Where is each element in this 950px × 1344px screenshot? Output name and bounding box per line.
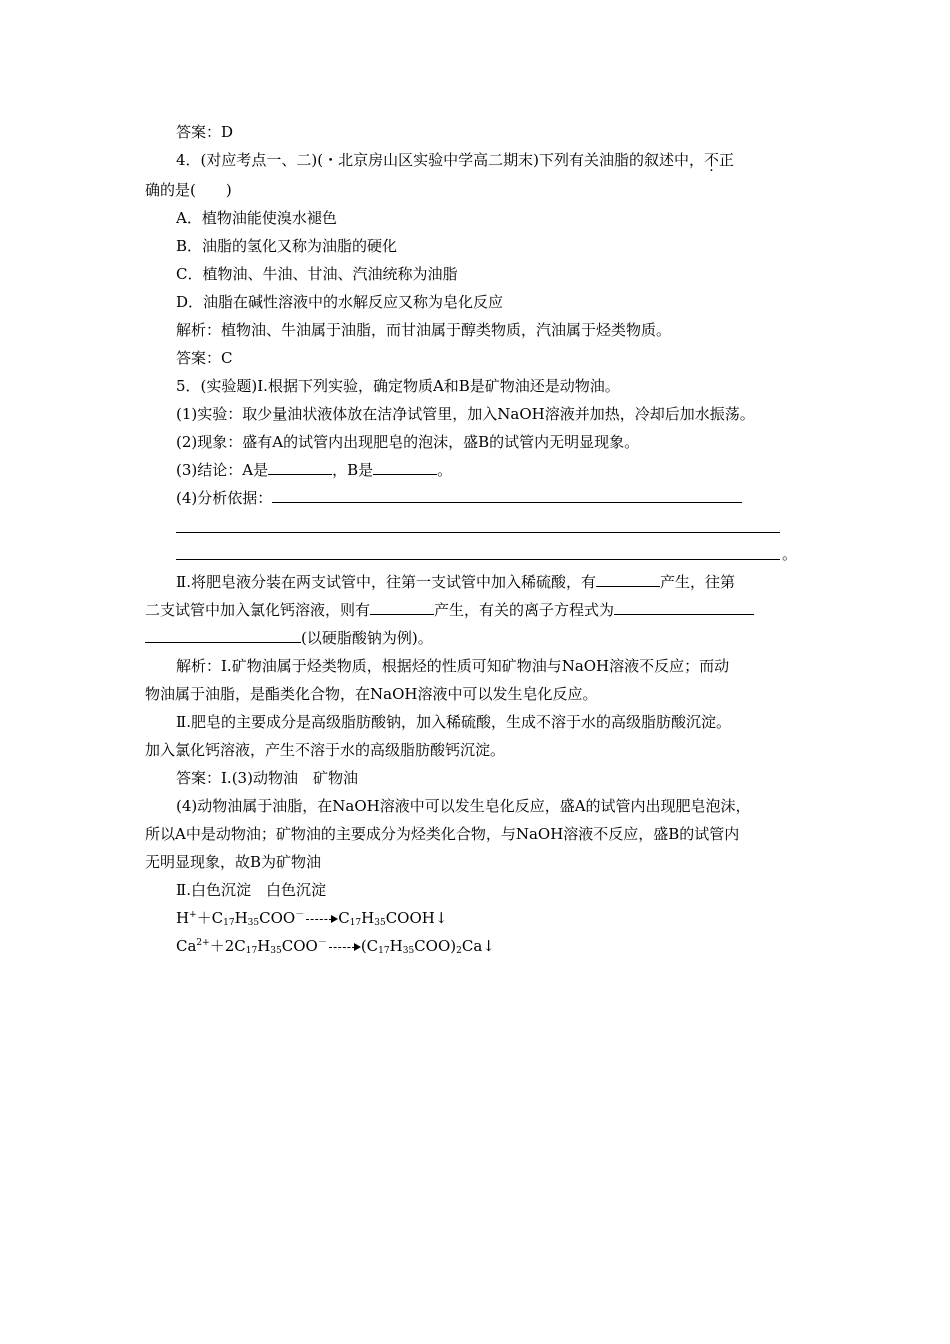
blank-analysis-1 bbox=[272, 488, 742, 503]
answer-q3: 答案：D bbox=[176, 123, 234, 141]
question-5-step1: (1)实验：取少量油状液体放在洁净试管里，加入NaOH溶液并加热，冷却后加水振荡。 bbox=[176, 405, 755, 423]
question-5-step3: (3)结论：A是 ，B是 。 bbox=[176, 461, 453, 479]
explanation-q5-line2: 物油属于油脂，是酯类化合物，在NaOH溶液中可以发生皂化反应。 bbox=[145, 685, 598, 703]
blank-a bbox=[268, 460, 332, 475]
explanation-q5-line3: Ⅱ.肥皂的主要成分是高级脂肪酸钠，加入稀硫酸，生成不溶于水的高级脂肪酸沉淀。 bbox=[176, 713, 731, 731]
equation-2: $Ca^{2+}+2C_{17}H_{35}COO^-$ $(C_{17}H_{35}COO)_2Ca↓$ bbox=[176, 937, 495, 956]
explanation-q4: 解析：植物油、牛油属于油脂，而甘油属于醇类物质，汽油属于烃类物质。 bbox=[176, 321, 672, 339]
explanation-q5-line1: 解析：Ⅰ.矿物油属于烃类物质，根据烃的性质可知矿物油与NaOH溶液不反应；而动 bbox=[176, 657, 730, 675]
question-4-line1: 4．(对应考点一、二)(・北京房山区实验中学高二期末)下列有关油脂的叙述中，不正 bbox=[176, 151, 734, 169]
reaction-arrow-icon bbox=[327, 942, 361, 952]
explanation-q5-line4: 加入氯化钙溶液，产生不溶于水的高级脂肪酸钙沉淀。 bbox=[145, 741, 506, 759]
option-c: C．植物油、牛油、甘油、汽油统称为油脂 bbox=[176, 265, 458, 283]
option-d: D．油脂在碱性溶液中的水解反应又称为皂化反应 bbox=[176, 293, 504, 311]
question-4-line2: 确的是( ) bbox=[145, 181, 232, 199]
reaction-arrow-icon bbox=[304, 914, 338, 924]
answer-q5-line3: 所以A中是动物油；矿物油的主要成分为烃类化合物，与NaOH溶液不反应，盛B的试管内 bbox=[145, 825, 740, 843]
option-a: A．植物油能使溴水褪色 bbox=[176, 209, 337, 227]
option-b: B．油脂的氢化又称为油脂的硬化 bbox=[176, 237, 398, 255]
emphasis-not: 不 bbox=[703, 151, 719, 169]
answer-q5-line1: 答案：Ⅰ.(3)动物油 矿物油 bbox=[176, 769, 358, 787]
question-5-part2-line1: Ⅱ.将肥皂液分装在两支试管中，往第一支试管中加入稀硫酸，有 产生，往第 bbox=[176, 573, 735, 591]
blank-equation-1 bbox=[614, 600, 754, 615]
blank-analysis-3 bbox=[176, 559, 780, 560]
question-5-part2-line2: 二支试管中加入氯化钙溶液，则有 产生，有关的离子方程式为 bbox=[145, 600, 754, 620]
question-5-step4: (4)分析依据： bbox=[176, 488, 742, 508]
question-5-heading: 5．(实验题)Ⅰ.根据下列实验，确定物质A和B是矿物油还是动物油。 bbox=[176, 377, 620, 395]
answer-q5-line5: Ⅱ.白色沉淀 白色沉淀 bbox=[176, 881, 326, 899]
period-mark: 。 bbox=[782, 545, 798, 563]
answer-q5-line4: 无明显现象，故B为矿物油 bbox=[145, 853, 322, 871]
blank-b bbox=[373, 460, 437, 475]
blank-equation-2 bbox=[145, 628, 301, 643]
answer-q4: 答案：C bbox=[176, 349, 233, 367]
blank-d bbox=[370, 600, 434, 615]
blank-analysis-2 bbox=[176, 532, 780, 533]
blank-c bbox=[596, 572, 660, 587]
question-5-part2-line3: (以硬脂酸钠为例)。 bbox=[145, 628, 433, 648]
answer-q5-line2: (4)动物油属于油脂，在NaOH溶液中可以发生皂化反应，盛A的试管内出现肥皂泡沫， bbox=[176, 797, 751, 815]
equation-1: $H^++C_{17}H_{35}COO^-$ $C_{17}H_{35}COOH↓$ bbox=[176, 909, 448, 928]
question-5-step2: (2)现象：盛有A的试管内出现肥皂的泡沫，盛B的试管内无明显现象。 bbox=[176, 433, 640, 451]
